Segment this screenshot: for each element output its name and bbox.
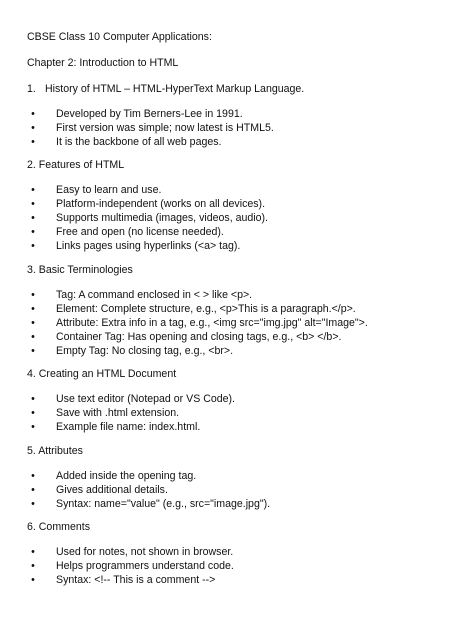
bullet-marker: • (31, 345, 35, 357)
list-item: Easy to learn and use. (56, 184, 162, 196)
list-item: Links pages using hyperlinks (<a> tag). (56, 240, 241, 252)
bullet-marker: • (31, 122, 35, 134)
list-item: Example file name: index.html. (56, 421, 201, 433)
bullet-marker: • (31, 136, 35, 148)
list-item: Tag: A command enclosed in < > like <p>. (56, 289, 253, 301)
list-item: Used for notes, not shown in browser. (56, 546, 234, 558)
bullet-marker: • (31, 303, 35, 315)
bullet-marker: • (31, 546, 35, 558)
bullet-marker: • (31, 108, 35, 120)
section-heading-features: 2. Features of HTML (27, 159, 125, 171)
list-item: Syntax: <!-- This is a comment --> (56, 574, 216, 586)
bullet-marker: • (31, 226, 35, 238)
bullet-marker: • (31, 184, 35, 196)
bullet-marker: • (31, 212, 35, 224)
list-item: Empty Tag: No closing tag, e.g., <br>. (56, 345, 234, 357)
bullet-marker: • (31, 574, 35, 586)
list-item: Supports multimedia (images, videos, audio). (56, 212, 268, 224)
bullet-marker: • (31, 289, 35, 301)
bullet-marker: • (31, 560, 35, 572)
section-heading-attributes: 5. Attributes (27, 445, 83, 457)
list-item: Helps programmers understand code. (56, 560, 234, 572)
section-heading-comments: 6. Comments (27, 521, 90, 533)
bullet-marker: • (31, 484, 35, 496)
list-item: Use text editor (Notepad or VS Code). (56, 393, 236, 405)
list-item: Container Tag: Has opening and closing tags, e.g., <b> </b>. (56, 331, 342, 343)
section-number: 1. (27, 83, 36, 95)
list-item: Syntax: name="value" (e.g., src="image.jpg"). (56, 498, 271, 510)
bullet-marker: • (31, 331, 35, 343)
list-item: Save with .html extension. (56, 407, 180, 419)
section-heading-terminologies: 3. Basic Terminologies (27, 264, 133, 276)
bullet-marker: • (31, 498, 35, 510)
list-item: Element: Complete structure, e.g., <p>This is a paragraph.</p>. (56, 303, 356, 315)
list-item: It is the backbone of all web pages. (56, 136, 222, 148)
list-item: Free and open (no license needed). (56, 226, 224, 238)
list-item: First version was simple; now latest is HTML5. (56, 122, 274, 134)
chapter-heading: Chapter 2: Introduction to HTML (27, 57, 179, 69)
bullet-marker: • (31, 421, 35, 433)
bullet-marker: • (31, 407, 35, 419)
bullet-marker: • (31, 393, 35, 405)
bullet-marker: • (31, 198, 35, 210)
section-heading-history: History of HTML – HTML-HyperText Markup Language. (45, 83, 305, 95)
bullet-marker: • (31, 470, 35, 482)
list-item: Developed by Tim Berners-Lee in 1991. (56, 108, 243, 120)
bullet-marker: • (31, 317, 35, 329)
bullet-marker: • (31, 240, 35, 252)
list-item: Platform-independent (works on all devices). (56, 198, 266, 210)
list-item: Gives additional details. (56, 484, 168, 496)
section-heading-creating: 4. Creating an HTML Document (27, 368, 177, 380)
list-item: Added inside the opening tag. (56, 470, 197, 482)
list-item: Attribute: Extra info in a tag, e.g., <img src="img.jpg" alt="Image">. (56, 317, 368, 329)
document-title: CBSE Class 10 Computer Applications: (27, 31, 212, 43)
